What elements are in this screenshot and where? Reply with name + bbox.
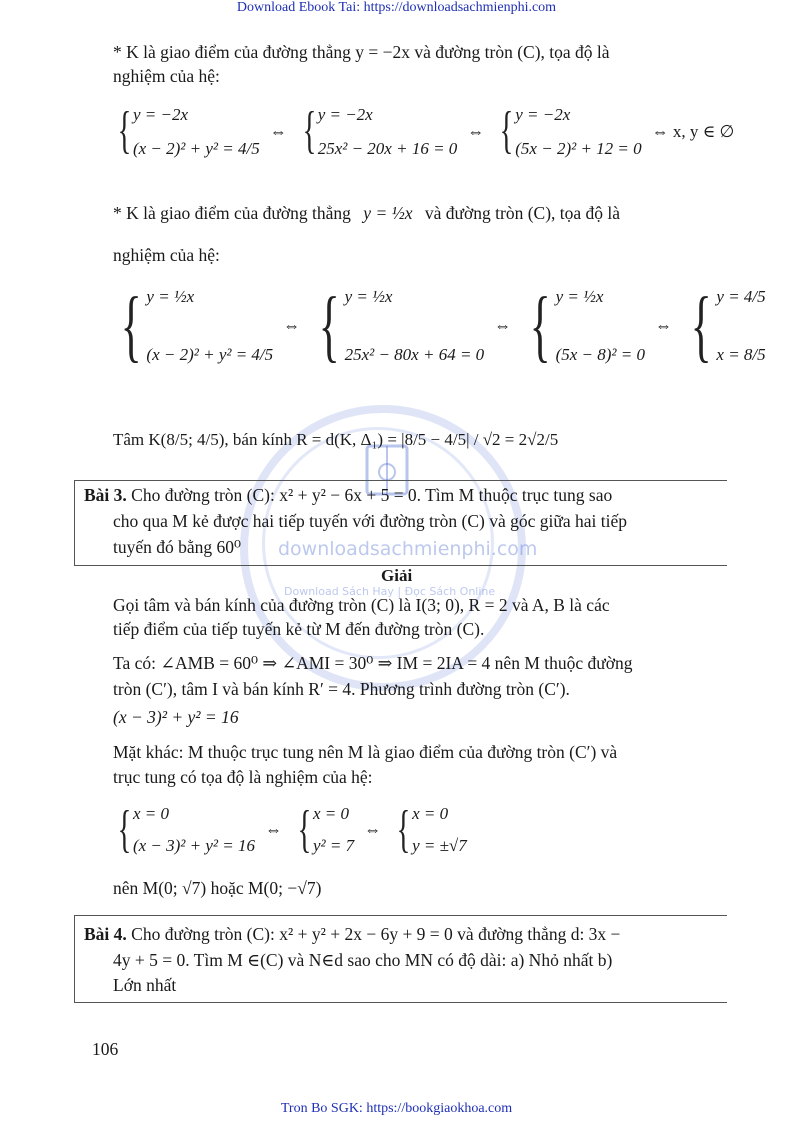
part2-intro-1: * K là giao điểm của đường thẳng y = ½x và đường tròn (C), tọa độ là: [113, 203, 621, 223]
solution-p3-1: Mặt khác: M thuộc trục tung nên M là giao điểm của đường tròn (C′) và: [113, 742, 618, 762]
line-equation: y = ½x: [363, 203, 413, 223]
p2-system-3: { y = ½x (5x − 8)² = 0: [529, 282, 645, 370]
p1-system-2: { y = −2x 25x² − 20x + 16 = 0: [302, 102, 458, 159]
p3-system-2: { x = 0 y² = 7: [297, 801, 355, 858]
p1-system-3: { y = −2x (5x − 2)² + 12 = 0: [499, 102, 642, 159]
part1-intro-2: nghiệm của hệ:: [113, 66, 220, 86]
exercise-3-line3: tuyến đó bằng 60⁰: [113, 537, 242, 557]
page-number: 106: [92, 1039, 119, 1059]
watermark-site: downloadsachmienphi.com: [278, 538, 538, 560]
p1-result: ⇔ x, y ∈ ∅: [651, 122, 735, 141]
header-link[interactable]: Download Ebook Tai: https://downloadsachmienphi.com: [236, 0, 557, 15]
p2-system-2: { y = ½x 25x² − 80x + 64 = 0: [318, 282, 485, 370]
p1-system-1: { y = −2x (x − 2)² + y² = 4/5: [117, 102, 260, 159]
part2-intro-2: nghiệm của hệ:: [113, 245, 220, 265]
p3-system-1: { x = 0 (x − 3)² + y² = 16: [117, 801, 255, 858]
solution-systems: { x = 0 (x − 3)² + y² = 16 ⇔ { x = 0 y² = 7 ⇔ { x = 0 y = ±√7: [112, 797, 467, 863]
solution-p1-2: tiếp điểm của tiếp tuyến kẻ từ M đến đường tròn (C).: [113, 619, 485, 639]
p2-system-1: { y = ½x (x − 2)² + y² = 4/5: [120, 282, 274, 370]
solution-p2-2: tròn (C′), tâm I và bán kính R′ = 4. Phương trình đường tròn (C′).: [113, 679, 570, 699]
exercise-4-line1: Bài 4. Cho đường tròn (C): x² + y² + 2x − 6y + 9 = 0 và đường thẳng d: 3x −: [84, 924, 621, 944]
solution-answer: nên M(0; √7) hoặc M(0; −√7): [113, 878, 322, 898]
part1-systems: { y = −2x (x − 2)² + y² = 4/5 ⇔ { y = −2x 25x² − 20x + 16 = 0 ⇔ { y = −2x (5x − 2)² + 12 = 0 ⇔ x, y ∈ ∅: [112, 96, 734, 168]
solution-p2-1: Ta có: ∠AMB = 60⁰ ⇒ ∠AMI = 30⁰ ⇒ IM = 2IA = 4 nên M thuộc đường: [113, 653, 633, 673]
center-radius-line: Tâm K(8/5; 4/5), bán kính R = d(K, Δ₁) = |8/5 − 4/5| / √2 = 2√2/5: [113, 430, 559, 449]
exercise-4-line2: 4y + 5 = 0. Tìm M ∈(C) và N∈d sao cho MN có độ dài: a) Nhỏ nhất b): [113, 950, 613, 970]
exercise-3-line1: Bài 3. Cho đường tròn (C): x² + y² − 6x + 5 = 0. Tìm M thuộc trục tung sao: [84, 485, 613, 505]
solution-p2-3: (x − 3)² + y² = 16: [113, 707, 239, 727]
p3-system-3: { x = 0 y = ±√7: [396, 801, 467, 858]
solution-p1-1: Gọi tâm và bán kính của đường tròn (C) là I(3; 0), R = 2 và A, B là các: [113, 595, 610, 615]
watermark-tagline: Download Sách Hay | Đọc Sách Online: [284, 585, 496, 598]
part2-systems: { y = ½x (x − 2)² + y² = 4/5 ⇔ { y = ½x 25x² − 80x + 64 = 0 ⇔ { y = ½x (5x − 8)² = 0 ⇔ { y = 4/5 x = 8/5: [112, 276, 766, 376]
exercise-4-line3: Lớn nhất: [113, 975, 177, 995]
solution-p3-2: trục tung có tọa độ là nghiệm của hệ:: [113, 767, 373, 787]
part1-intro-1: * K là giao điểm của đường thẳng y = −2x và đường tròn (C), tọa độ là: [113, 42, 610, 62]
footer-link[interactable]: Tron Bo SGK: https://bookgiaokhoa.com: [280, 1101, 513, 1116]
p2-system-4: { y = 4/5 x = 8/5: [690, 282, 766, 370]
solution-title: Giải: [381, 566, 413, 585]
exercise-3-line2: cho qua M kẻ được hai tiếp tuyến với đường tròn (C) và góc giữa hai tiếp: [113, 511, 628, 531]
